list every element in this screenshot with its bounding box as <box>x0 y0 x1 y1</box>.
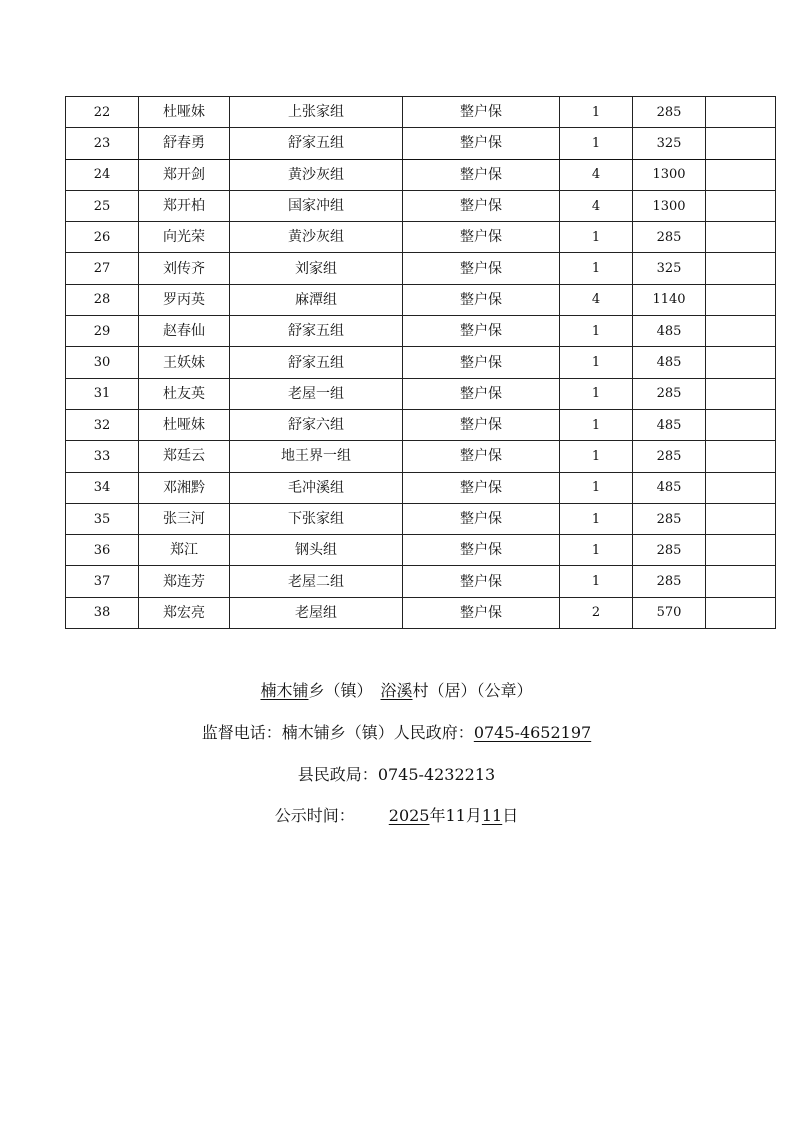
benefit-amount: 285 <box>633 378 706 409</box>
publish-date-line <box>0 808 793 824</box>
remark <box>706 503 776 534</box>
township-name: 楠木铺 <box>260 681 309 700</box>
table-row <box>66 190 776 221</box>
recipient-name: 郑开剑 <box>139 159 230 190</box>
village-name: 浴溪 <box>380 681 413 700</box>
recipient-name: 郑连芳 <box>139 566 230 597</box>
benefit-amount: 285 <box>633 566 706 597</box>
remark <box>706 128 776 159</box>
benefit-amount: 285 <box>633 441 706 472</box>
recipient-name: 郑开柏 <box>139 190 230 221</box>
remark <box>706 378 776 409</box>
row-number: 37 <box>66 566 139 597</box>
village-suffix: 村（居）（公章） <box>412 681 533 700</box>
benefit-amount: 485 <box>633 409 706 440</box>
benefit-amount: 570 <box>633 597 706 628</box>
remark <box>706 409 776 440</box>
household-count: 1 <box>560 472 633 503</box>
year-suffix: 年 <box>429 806 446 825</box>
table-row <box>66 535 776 566</box>
table-row <box>66 378 776 409</box>
benefit-amount: 1140 <box>633 284 706 315</box>
remark <box>706 566 776 597</box>
coverage-type: 整户保 <box>403 253 560 284</box>
publish-label: 公示时间： <box>274 806 355 825</box>
coverage-type: 整户保 <box>403 222 560 253</box>
village-group: 舒家六组 <box>230 409 403 440</box>
recipient-name: 郑宏亮 <box>139 597 230 628</box>
coverage-type: 整户保 <box>403 190 560 221</box>
table-row <box>66 253 776 284</box>
table-row <box>66 347 776 378</box>
village-group: 老屋一组 <box>230 378 403 409</box>
benefit-amount: 285 <box>633 535 706 566</box>
household-count: 4 <box>560 284 633 315</box>
village-group: 老屋组 <box>230 597 403 628</box>
household-count: 1 <box>560 347 633 378</box>
table-row <box>66 409 776 440</box>
table-row <box>66 222 776 253</box>
row-number: 32 <box>66 409 139 440</box>
month-suffix: 月 <box>465 806 482 825</box>
household-count: 1 <box>560 316 633 347</box>
table-row <box>66 284 776 315</box>
coverage-type: 整户保 <box>403 97 560 128</box>
household-count: 1 <box>560 503 633 534</box>
row-number: 34 <box>66 472 139 503</box>
remark <box>706 316 776 347</box>
coverage-type: 整户保 <box>403 503 560 534</box>
village-group: 刘家组 <box>230 253 403 284</box>
recipient-name: 赵春仙 <box>139 316 230 347</box>
coverage-type: 整户保 <box>403 441 560 472</box>
household-count: 1 <box>560 222 633 253</box>
county-line <box>0 767 793 783</box>
benefit-amount: 485 <box>633 472 706 503</box>
coverage-type: 整户保 <box>403 347 560 378</box>
recipient-name: 王妖妹 <box>139 347 230 378</box>
coverage-type: 整户保 <box>403 159 560 190</box>
county-label: 县民政局： <box>297 765 378 784</box>
table-row <box>66 597 776 628</box>
household-count: 1 <box>560 566 633 597</box>
remark <box>706 253 776 284</box>
remark <box>706 347 776 378</box>
coverage-type: 整户保 <box>403 284 560 315</box>
remark <box>706 190 776 221</box>
recipient-name: 罗丙英 <box>139 284 230 315</box>
benefit-amount: 325 <box>633 128 706 159</box>
recipient-name: 向光荣 <box>139 222 230 253</box>
benefit-amount: 485 <box>633 316 706 347</box>
table-row <box>66 472 776 503</box>
benefit-amount: 325 <box>633 253 706 284</box>
row-number: 36 <box>66 535 139 566</box>
table-row <box>66 159 776 190</box>
table-row <box>66 97 776 128</box>
publish-day: 11 <box>481 806 503 825</box>
village-group: 上张家组 <box>230 97 403 128</box>
remark <box>706 535 776 566</box>
table-row <box>66 566 776 597</box>
village-group: 下张家组 <box>230 503 403 534</box>
row-number: 22 <box>66 97 139 128</box>
supervision-line <box>0 725 793 741</box>
coverage-type: 整户保 <box>403 409 560 440</box>
recipient-name: 刘传齐 <box>139 253 230 284</box>
village-group: 黄沙灰组 <box>230 159 403 190</box>
household-count: 1 <box>560 441 633 472</box>
benefit-amount: 1300 <box>633 190 706 221</box>
table-row <box>66 128 776 159</box>
row-number: 27 <box>66 253 139 284</box>
row-number: 33 <box>66 441 139 472</box>
table-row <box>66 503 776 534</box>
row-number: 28 <box>66 284 139 315</box>
remark <box>706 159 776 190</box>
table-row <box>66 316 776 347</box>
benefit-amount: 285 <box>633 222 706 253</box>
recipient-name: 杜哑妹 <box>139 97 230 128</box>
table-row <box>66 441 776 472</box>
recipient-name: 张三河 <box>139 503 230 534</box>
coverage-type: 整户保 <box>403 597 560 628</box>
remark <box>706 441 776 472</box>
recipient-name: 舒春勇 <box>139 128 230 159</box>
coverage-type: 整户保 <box>403 535 560 566</box>
row-number: 24 <box>66 159 139 190</box>
village-group: 老屋二组 <box>230 566 403 597</box>
township-suffix: 乡（镇） <box>308 681 373 700</box>
benefit-amount: 285 <box>633 97 706 128</box>
household-count: 2 <box>560 597 633 628</box>
supervision-label: 监督电话：楠木铺乡（镇）人民政府： <box>201 723 474 742</box>
coverage-type: 整户保 <box>403 316 560 347</box>
household-count: 1 <box>560 409 633 440</box>
recipient-name: 杜友英 <box>139 378 230 409</box>
row-number: 29 <box>66 316 139 347</box>
household-count: 1 <box>560 378 633 409</box>
household-count: 1 <box>560 97 633 128</box>
remark <box>706 597 776 628</box>
remark <box>706 472 776 503</box>
coverage-type: 整户保 <box>403 566 560 597</box>
village-group: 舒家五组 <box>230 347 403 378</box>
village-group: 毛冲溪组 <box>230 472 403 503</box>
village-group: 麻潭组 <box>230 284 403 315</box>
coverage-type: 整户保 <box>403 378 560 409</box>
row-number: 31 <box>66 378 139 409</box>
county-phone: 0745-4232213 <box>377 765 496 784</box>
household-count: 1 <box>560 253 633 284</box>
recipient-table <box>65 96 776 629</box>
supervision-phone: 0745-4652197 <box>473 723 592 742</box>
remark <box>706 97 776 128</box>
benefit-amount: 285 <box>633 503 706 534</box>
household-count: 4 <box>560 159 633 190</box>
day-suffix: 日 <box>502 806 519 825</box>
row-number: 38 <box>66 597 139 628</box>
publish-year: 2025 <box>388 806 430 825</box>
row-number: 25 <box>66 190 139 221</box>
household-count: 1 <box>560 535 633 566</box>
benefit-amount: 1300 <box>633 159 706 190</box>
recipient-name: 郑廷云 <box>139 441 230 472</box>
remark <box>706 222 776 253</box>
coverage-type: 整户保 <box>403 128 560 159</box>
village-group: 舒家五组 <box>230 316 403 347</box>
recipient-name: 郑江 <box>139 535 230 566</box>
seal-line <box>0 683 793 699</box>
household-count: 1 <box>560 128 633 159</box>
publish-month: 11 <box>445 806 466 825</box>
recipient-name: 杜哑妹 <box>139 409 230 440</box>
row-number: 23 <box>66 128 139 159</box>
remark <box>706 284 776 315</box>
village-group: 黄沙灰组 <box>230 222 403 253</box>
village-group: 国家冲组 <box>230 190 403 221</box>
benefit-amount: 485 <box>633 347 706 378</box>
village-group: 钢头组 <box>230 535 403 566</box>
household-count: 4 <box>560 190 633 221</box>
row-number: 35 <box>66 503 139 534</box>
row-number: 26 <box>66 222 139 253</box>
village-group: 舒家五组 <box>230 128 403 159</box>
recipient-table-body <box>66 97 776 629</box>
village-group: 地王界一组 <box>230 441 403 472</box>
recipient-name: 邓湘黔 <box>139 472 230 503</box>
coverage-type: 整户保 <box>403 472 560 503</box>
row-number: 30 <box>66 347 139 378</box>
